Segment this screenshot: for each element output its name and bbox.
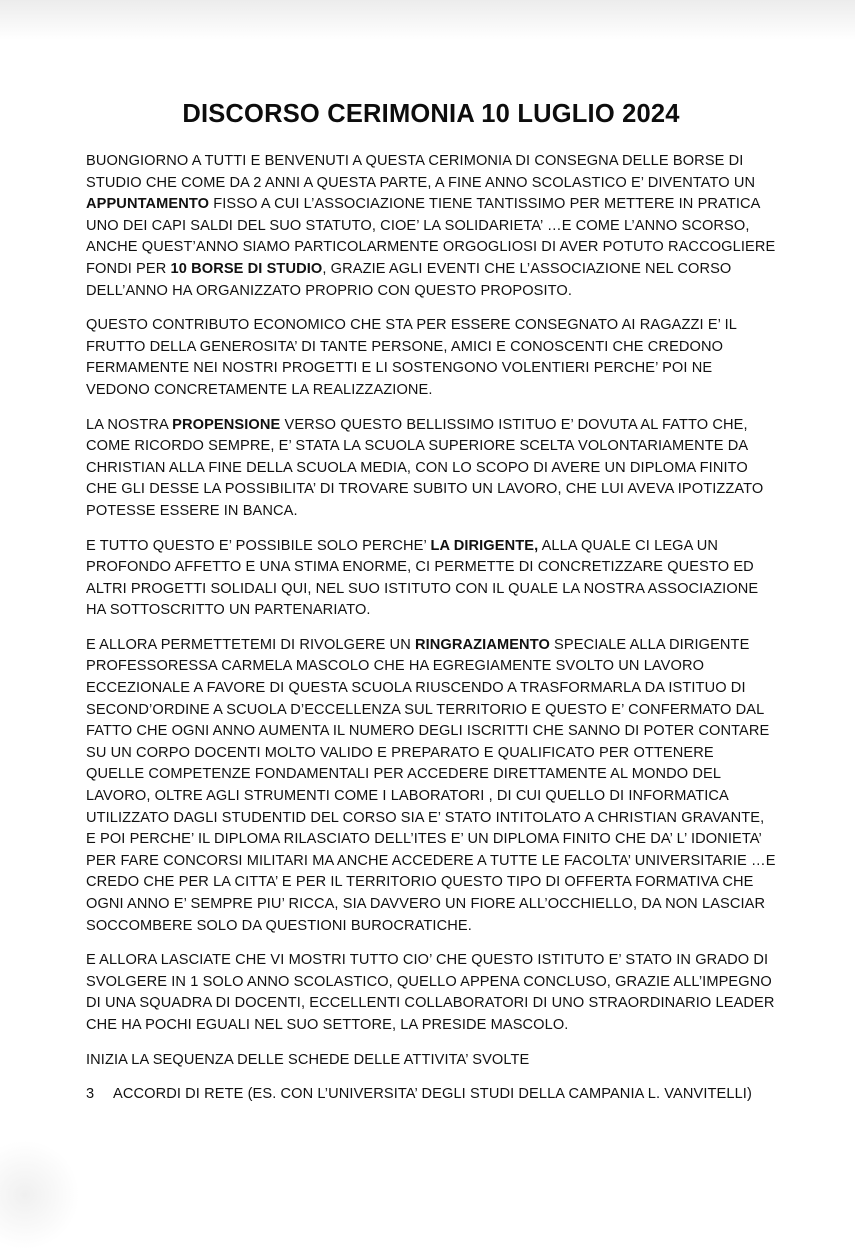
text-segment: VERSO QUESTO BELLISSIMO ISTITUO E’ DOVUTA AL FATTO CHE, COME RICORDO SEMPRE, E’ STATA LA SCUOLA SUPERIORE SCELTA VOLONTARIAMENTE DA CHRISTIAN ALLA FINE DELLA SCUOLA MEDIA, CON LO SCOPO DI AVERE UN DIPLOMA FINITO CHE GLI DESSE LA POSSIBILITA’ DI TROVARE SUBITO UN LAVORO, CHE LUI AVEVA IPOTIZZATO POTESSE ESSERE IN BANCA. bbox=[86, 416, 764, 519]
text-segment: ALLA QUALE CI LEGA UN PROFONDO AFFETTO E UNA STIMA ENORME, CI PERMETTE DI CONCRETIZZARE QUESTO ED ALTRI PROGETTI SOLIDALI QUI, NEL SUO ISTITUTO CON IL QUALE LA NOSTRA ASSOCIAZIONE HA SOTTOSCRITTO UN PARTENARIATO. bbox=[86, 537, 759, 619]
paragraph-5 bbox=[86, 635, 776, 937]
text-segment: E ALLORA PERMETTETEMI DI RIVOLGERE UN bbox=[86, 636, 415, 653]
text-segment: FISSO A CUI L’ASSOCIAZIONE TIENE TANTISSIMO PER METTERE IN PRATICA UNO DEI CAPI SALDI DEL SUO STATUTO, CIOE’ LA SOLIDARIETA’ …E COME L’ANNO SCORSO, ANCHE QUEST’ANNO SIAMO PARTICOLARMENTE ORGOGLIOSI DI AVER POTUTO RACCOGLIERE FONDI PER bbox=[86, 196, 776, 277]
paragraph-7 bbox=[86, 1050, 776, 1072]
corner-decoration bbox=[0, 1140, 80, 1250]
bold-text-segment: PROPENSIONE bbox=[172, 416, 281, 433]
bold-text-segment: RINGRAZIAMENTO bbox=[415, 636, 550, 653]
paragraphs-container bbox=[86, 151, 776, 1071]
text-segment: SPECIALE ALLA DIRIGENTE PROFESSORESSA CARMELA MASCOLO CHE HA EGREGIAMENTE SVOLTO UN LAVORO ECCEZIONALE A FAVORE DI QUESTA SCUOLA RIUSCENDO A TRASFORMARLA DA ISTITUO DI SECOND’ORDINE A SCUOLA D’ECCELLENZA SUL TERRITORIO E QUESTO E’ CONFERMATO DAL FATTO CHE OGNI ANNO AUMENTA IL NUMERO DEGLI ISCRITTI CHE SANNO DI POTER CONTARE SU UN CORPO DOCENTI MOLTO VALIDO E PREPARATO E QUALIFICATO PER OTTENERE QUELLE COMPETENZE FONDAMENTALI PER ACCEDERE DIRETTAMENTE AL MONDO DEL LAVORO, OLTRE AGLI STRUMENTI COME I LABORATORI , DI CUI QUELLO DI INFORMATICA UTILIZZATO DAGLI STUDENTID DEL CORSO SIA E’ STATO INTITOLATO A CHRISTIAN GRAVANTE, E POI PERCHE’ IL DIPLOMA RILASCIATO DELL’ITES E’ UN DIPLOMA FINITO CHE DA’ L’ IDONIETA’ PER FARE CONCORSI MILITARI MA ANCHE ACCEDERE A TUTTE LE FACOLTA’ UNIVERSITARIE …E CREDO CHE PER LA CITTA’ E PER IL TERRITORIO QUESTO TIPO DI OFFERTA FORMATIVA CHE OGNI ANNO E’ SEMPRE PIU’ RICCA, SIA DAVVERO UN FIORE ALL’OCCHIELLO, DA NON LASCIAR SOCCOMBERE SOLO DA QUESTIONI BUROCRATICHE. bbox=[86, 636, 776, 934]
document-body bbox=[86, 100, 776, 1119]
text-segment: , GRAZIE AGLI EVENTI CHE L’ASSOCIAZIONE NEL CORSO DELL’ANNO HA ORGANIZZATO PROPRIO CON QUESTO PROPOSITO. bbox=[86, 260, 732, 299]
paragraph-3 bbox=[86, 415, 776, 523]
text-segment: E TUTTO QUESTO E’ POSSIBILE SOLO PERCHE’ bbox=[86, 537, 431, 554]
bold-text-segment: APPUNTAMENTO bbox=[86, 196, 210, 213]
bold-text-segment: 10 BORSE DI STUDIO bbox=[170, 260, 323, 277]
bold-text-segment: LA DIRIGENTE, bbox=[430, 537, 539, 554]
document-title: DISCORSO CERIMONIA 10 LUGLIO 2024 bbox=[182, 100, 680, 128]
item-text: ACCORDI DI RETE (ES. CON L’UNIVERSITA’ DEGLI STUDI DELLA CAMPANIA L. VANVITELLI) bbox=[113, 1086, 752, 1103]
text-segment: LA NOSTRA bbox=[86, 416, 173, 433]
numbered-item bbox=[86, 1084, 776, 1106]
paragraph-2 bbox=[86, 315, 776, 401]
text-segment: BUONGIORNO A TUTTI E BENVENUTI A QUESTA CERIMONIA DI CONSEGNA DELLE BORSE DI STUDIO CHE COME DA 2 ANNI A QUESTA PARTE, A FINE ANNO SCOLASTICO E’ DIVENTATO UN bbox=[86, 153, 756, 191]
text-segment: QUESTO CONTRIBUTO ECONOMICO CHE STA PER ESSERE CONSEGNATO AI RAGAZZI E’ IL FRUTTO DELLA GENEROSITA’ DI TANTE PERSONE, AMICI E CONOSCENTI CHE CREDONO FERMAMENTE NEI NOSTRI PROGETTI E LI SOSTENGONO VOLENTIERI PERCHE’ POI NE VEDONO CONCRETAMENTE LA REALIZZAZIONE. bbox=[86, 317, 737, 398]
text-segment: INIZIA LA SEQUENZA DELLE SCHEDE DELLE ATTIVITA’ SVOLTE bbox=[86, 1051, 530, 1068]
item-number: 3 bbox=[86, 1086, 95, 1103]
paragraph-6 bbox=[86, 950, 776, 1036]
paragraph-1 bbox=[86, 151, 776, 302]
paragraph-4 bbox=[86, 536, 776, 622]
text-segment: E ALLORA LASCIATE CHE VI MOSTRI TUTTO CIO’ CHE QUESTO ISTITUTO E’ STATO IN GRADO DI SVOLGERE IN 1 SOLO ANNO SCOLASTICO, QUELLO APPENA CONCLUSO, GRAZIE ALL’IMPEGNO DI UNA SQUADRA DI DOCENTI, ECCELLENTI COLLABORATORI DI UNO STRAORDINARIO LEADER CHE HA POCHI EGUALI NEL SUO SETTORE, LA PRESIDE MASCOLO. bbox=[86, 952, 775, 1033]
page-top-shadow bbox=[0, 0, 855, 40]
